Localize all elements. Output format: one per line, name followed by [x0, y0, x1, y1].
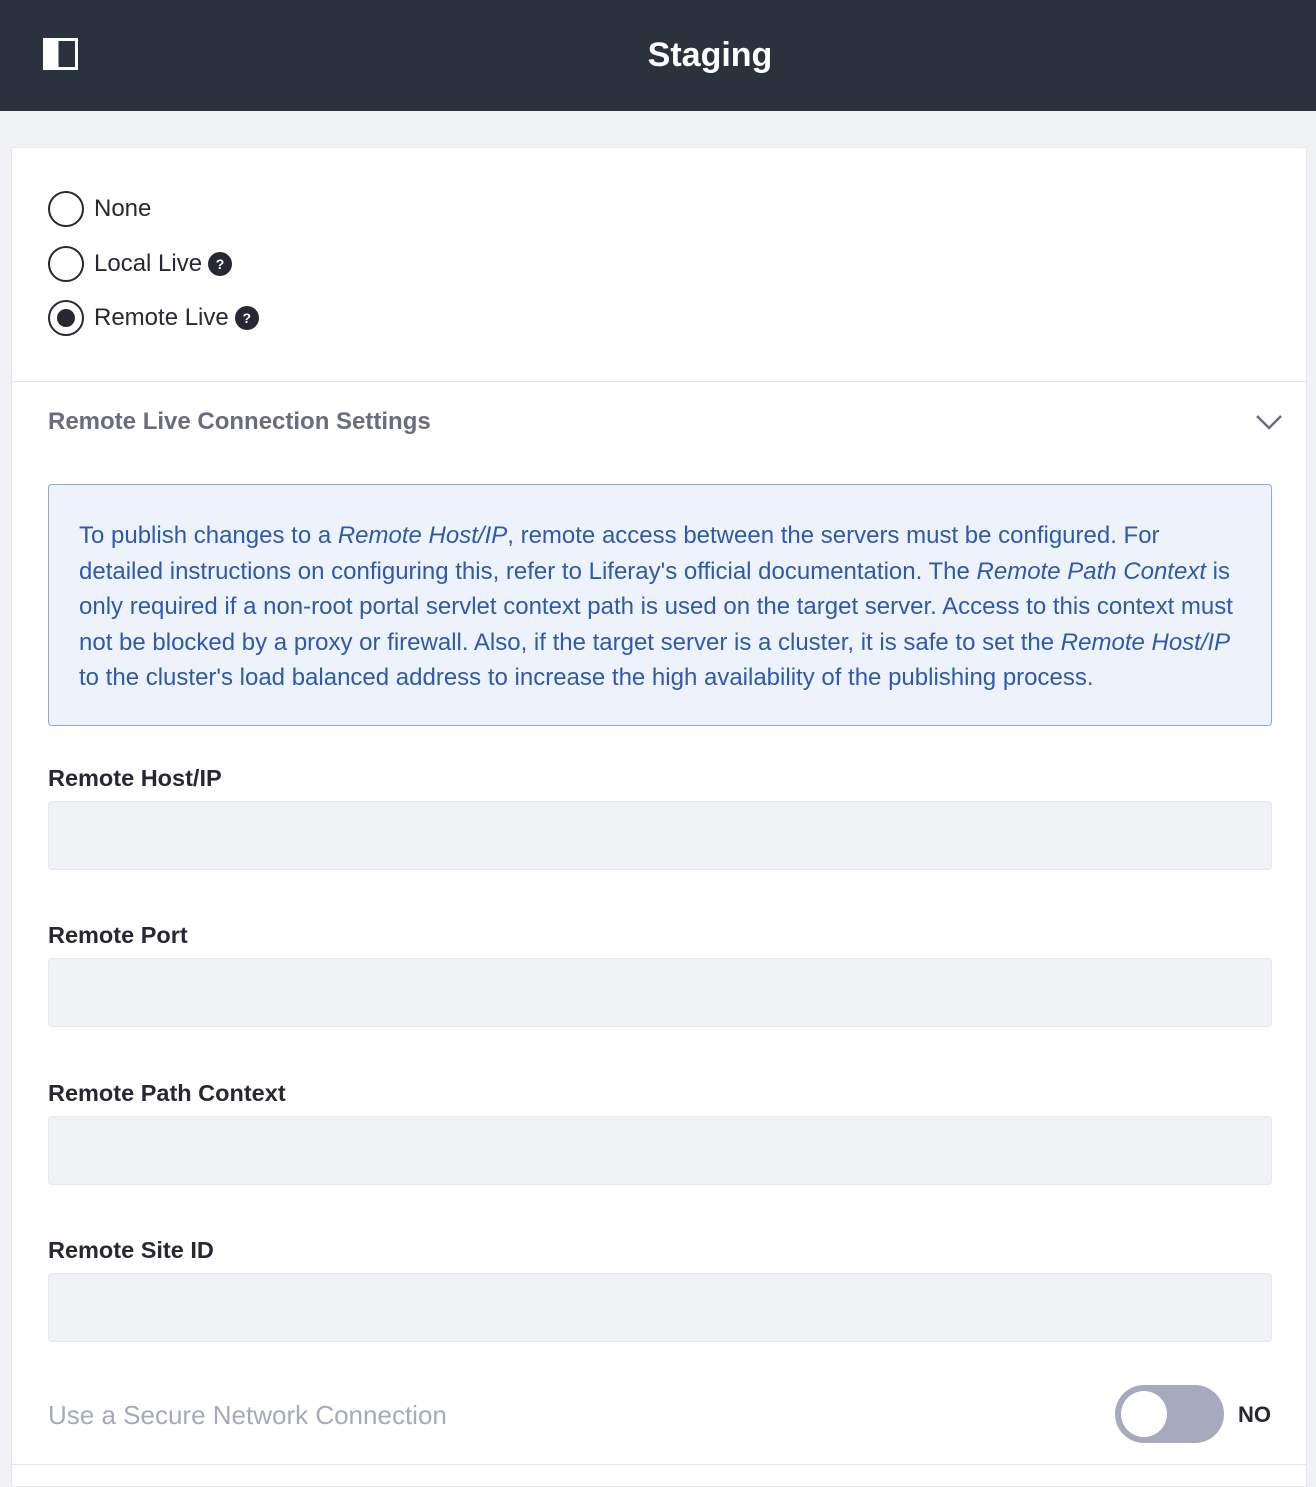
secure-connection-label: Use a Secure Network Connection	[48, 1400, 447, 1430]
toggle-knob	[1121, 1391, 1167, 1437]
bottom-divider	[12, 1464, 1306, 1465]
radio-option-none[interactable]	[48, 190, 151, 228]
info-text: , remote access between the servers must be configured. For detailed instructions on configuring this, refer to Liferay's official documentation. The	[79, 522, 1160, 585]
help-icon[interactable]: ?	[235, 306, 259, 330]
info-text: To publish changes to a	[79, 522, 338, 549]
remote-site-id-label: Remote Site ID	[48, 1237, 214, 1263]
info-emphasis: Remote Host/IP	[1060, 628, 1231, 656]
info-emphasis: Remote Host/IP	[337, 522, 508, 549]
radio-label-remote-live: Remote Live	[94, 304, 229, 331]
info-alert	[48, 484, 1272, 726]
remote-port-label: Remote Port	[48, 922, 188, 948]
info-text: is only required if a non-root portal servlet context path is used on the target server. Access to this context must not be blocked by a proxy or firewall. Also, if the target server is a cluster, it is safe to set the	[79, 557, 1233, 656]
secure-connection-toggle[interactable]	[1115, 1385, 1224, 1443]
remote-host-input[interactable]	[48, 801, 1272, 870]
radio-none[interactable]	[48, 191, 84, 227]
radio-option-local-live[interactable]	[48, 245, 232, 283]
radio-remote-live[interactable]	[48, 300, 84, 336]
radio-local-live[interactable]	[48, 246, 84, 282]
remote-site-id-input[interactable]	[48, 1273, 1272, 1342]
remote-path-context-label: Remote Path Context	[48, 1080, 286, 1106]
radio-label-local-live: Local Live	[94, 250, 203, 277]
top-bar	[0, 0, 1316, 111]
radio-option-remote-live[interactable]	[48, 299, 259, 337]
connection-settings-title[interactable]: Remote Live Connection Settings	[48, 408, 431, 435]
info-text: to the cluster's load balanced address to increase the high availability of the publishing process.	[79, 664, 1094, 691]
remote-path-context-input[interactable]	[48, 1116, 1272, 1185]
help-icon[interactable]: ?	[208, 252, 232, 276]
remote-host-label: Remote Host/IP	[48, 765, 222, 791]
info-emphasis: Remote Path Context	[976, 557, 1206, 585]
toggle-state-text: NO	[1238, 1402, 1271, 1427]
chevron-down-icon[interactable]	[1254, 410, 1284, 434]
section-divider	[12, 381, 1306, 382]
page-title: Staging	[647, 36, 773, 74]
remote-port-input[interactable]	[48, 958, 1272, 1027]
radio-label-none: None	[94, 195, 152, 222]
staging-card	[11, 147, 1307, 1487]
